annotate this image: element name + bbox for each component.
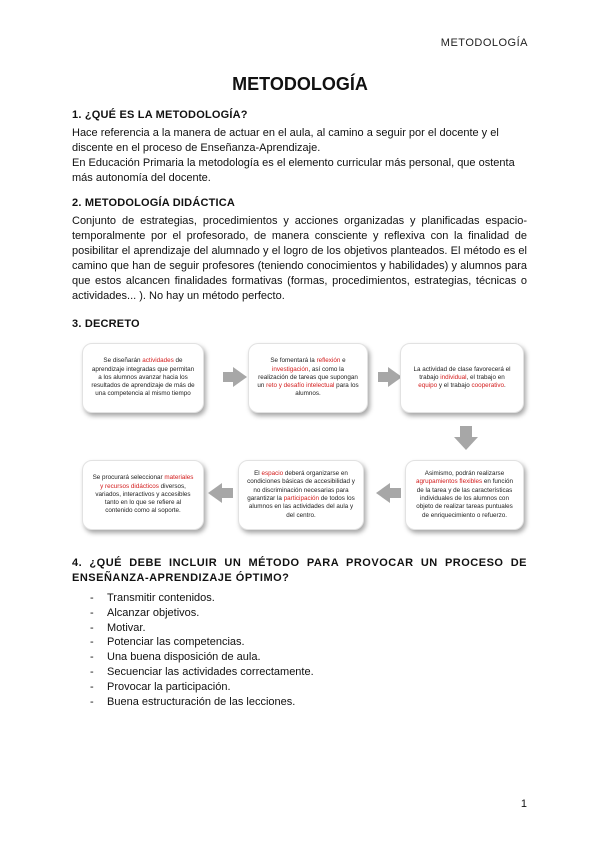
flow-box-materiales <box>82 460 204 530</box>
list-item: - Motivar. <box>90 621 314 636</box>
section-1-body <box>72 126 527 186</box>
section-1-line: más autonomía del docente. <box>72 172 211 184</box>
flow-box-trabajo <box>400 343 524 413</box>
method-requirements-list <box>90 591 314 709</box>
arrow-left-icon <box>376 483 390 503</box>
flow-box-agrupamientos <box>405 460 524 530</box>
arrow-right-icon <box>233 367 247 387</box>
flow-box-text: El espacio deberá organizarse en condiciones básicas de accesibilidad y no discriminación necesarias para garantizar la participación de todos los alumnos en las actividades del aula y del centro. <box>247 470 355 519</box>
flow-box-text: La actividad de clase favorecerá el trabajo individual, el trabajo en equipo y el trabajo cooperativo. <box>413 365 511 390</box>
section-2-body: Conjunto de estrategias, procedimientos y acciones organizadas y planificadas espacio-temporalmente por el profesorado, de manera consciente y reflexiva con la finalidad de posibilitar el aprendizaje del alumnado y el logro de los objetivos planteados. El método es el camino que han de seguir profesores (teniendo conocimientos y habilidades) y alumnos para que estos alcancen finalidades formativas (formas, procedimientos, estrategias, técnicas o actividades... ). No hay un método perfecto. <box>72 215 527 302</box>
flow-box-reflexion <box>248 343 368 413</box>
page-title: METODOLOGÍA <box>232 74 368 94</box>
section-4-heading-cont: ENSEÑANZA-APRENDIZAJE ÓPTIMO? <box>72 572 290 584</box>
list-item: - Provocar la participación. <box>90 680 314 695</box>
list-item: - Alcanzar objetivos. <box>90 606 314 621</box>
list-item: - Potenciar las competencias. <box>90 635 314 650</box>
page-number: 1 <box>520 798 527 810</box>
list-item: - Transmitir contenidos. <box>90 591 314 606</box>
flow-box-espacio <box>238 460 364 530</box>
arrow-down-icon <box>454 437 478 450</box>
arrow-left-icon <box>208 483 222 503</box>
section-2-heading: 2. METODOLOGÍA DIDÁCTICA <box>72 197 236 209</box>
section-1-line: discente en el proceso de Enseñanza-Aprendizaje. <box>72 142 321 154</box>
section-1-heading: 1. ¿QUÉ ES LA METODOLOGÍA? <box>72 109 248 121</box>
list-item: - Secuenciar las actividades correctamente. <box>90 665 314 680</box>
list-item: - Buena estructuración de las lecciones. <box>90 695 314 710</box>
flow-box-actividades <box>82 343 204 413</box>
flow-box-text: Asimismo, podrán realizarse agrupamientos flexibles en función de la tarea y de las características individuales de los alumnos con objeto de realizar tareas puntuales de enriquecimiento o refuerzo. <box>416 470 513 519</box>
flow-box-text: Se diseñarán actividades de aprendizaje integradas que permitan a los alumnos avanzar hacia los resultados de aprendizaje de más de una competencia al mismo tiempo <box>91 357 195 398</box>
list-item: - Una buena disposición de aula. <box>90 650 314 665</box>
section-1-line: Hace referencia a la manera de actuar en el aula, al camino a seguir por el docente y el <box>72 127 499 139</box>
running-header: METODOLOGÍA <box>440 37 528 49</box>
section-4-heading: 4. ¿QUÉ DEBE INCLUIR UN MÉTODO PARA PROVOCAR UN PROCESO DE <box>72 557 527 569</box>
section-1-line: En Educación Primaria la metodología es el elemento curricular más personal, que ostenta <box>72 157 515 169</box>
section-3-heading: 3. DECRETO <box>72 318 140 330</box>
flow-box-text: Se procurará seleccionar materiales y recursos didácticos diversos, variados, interactivos y accesibles tanto en lo que se refiere al contenido como al soporte. <box>92 474 194 515</box>
flow-box-text: Se fomentará la reflexión e investigación, así como la realización de tareas que supongan un reto y desafío intelectual para los alumnos. <box>257 357 359 398</box>
